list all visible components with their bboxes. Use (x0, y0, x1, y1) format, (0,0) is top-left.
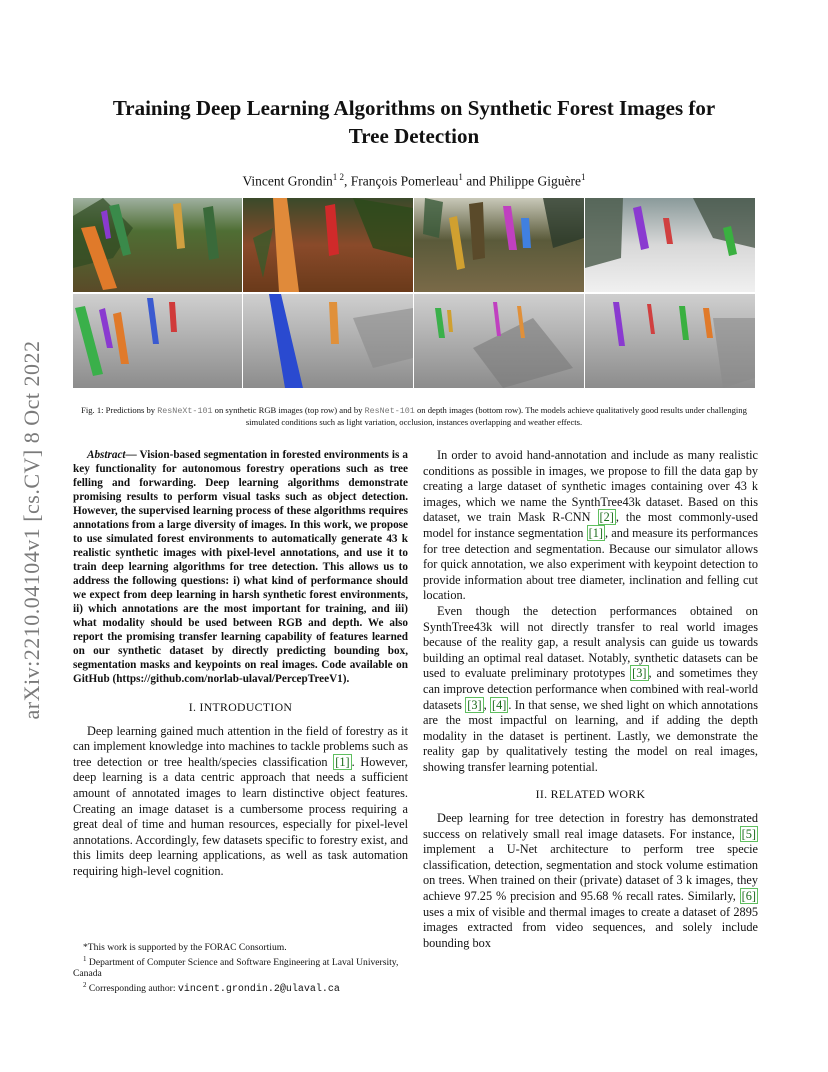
footnotes: *This work is supported by the FORAC Consortium. $^1$ Department of Computer Science and Software Engineering at Laval University, Canada $^2$ Corresponding author: vincent.grondin.2@ulaval.ca (73, 942, 399, 995)
intro-paragraph: Deep learning gained much attention in the field of forestry as it can implement knowledge into machines to tackle problems such as tree detection or tree health/species classification [1] . However, deep learning is a data centric approach that needs a sufficient amount of annotated images to learn distinctive object features. Creating an image dataset is a cumbersome process requiring a great deal of time and human resources, especially for pixel-level annotations. Accordingly, few datasets specific to forestry exist, and this limits deep learning applications, as well as task automation requiring high-level cognition. (73, 723, 408, 878)
figure-1-caption: Fig. 1: Predictions by ResNeXt-101 on synthetic RGB images (top row) and by ResNet-101 on depth images (bottom row). The models achieve qualitatively good results under challenging simulated conditions such as light variation, occlusion, instances overlapping and weather effects. (81, 405, 747, 427)
depth-panel-2 (243, 294, 413, 388)
paragraph-related-work: Deep learning for tree detection in forestry has demonstrated success on relatively small real image datasets. For instance, [5] implement a U-Net architecture to perform tree specie classification, detection, segmentation and stock volume estimation on trees. When trained on their (private) dataset of 3 k images, they achieve 97.25 % precision and 95.68 % recall rates. Similarly, [6] uses a mix of visible and thermal images to create a dataset of 2895 images extracted from video sequences, and solely include bounding box (423, 811, 758, 950)
citation-link[interactable]: [3] (467, 697, 482, 712)
left-column (73, 448, 408, 880)
depth-panel-3 (414, 294, 584, 388)
paper-title: Training Deep Learning Algorithms on Synthetic Forest Images for Tree Detection (112, 96, 716, 148)
rgb-panel-1 (73, 198, 242, 292)
paragraph-dataset: In order to avoid hand-annotation and include as many realistic conditions as possible in images, we propose to fill the data gap by creating a large dataset of synthetic images containing over 43 k images, which we name the SynthTree43k dataset. Based on this dataset, we train Mask R-CNN [2] , the most commonly-used model for instance segmentation [1] , and measure its performances for tree detection and segmentation. Because our simulator allows for quick annotation, we also experiment with keypoint detection to provide information about tree diameter, inclination and felling cut location. (423, 448, 759, 603)
paragraph-reality-gap: Even though the detection performances obtained on SynthTree43k will not directly transfer to real world images because of the reality gap, a result analysis can guide us towards building an optimal real dataset. Notably, synthetic datasets can be used to evaluate preliminary prototypes [3] , and sometimes they can improve detection performance when combined with real-world datasets [3] , [4] . In that sense, we shed light on which annotations are the most impactful on learning, and if adding the depth modality in the dataset is pertinent. Lastly, we demonstrate the reality gap by qualitatively testing the model on real images, showing transfer learning potential. (423, 603, 759, 774)
depth-panel-1 (73, 294, 242, 388)
section-heading-related-work: II. RELATED WORK (535, 787, 646, 802)
abstract: Abstract— Vision-based segmentation in forested environments is a key functionality for autonomous forestry operations such as tree felling and forwarding. Deep learning algorithms demonstrate promising results to perform visual tasks such as object detection. However, the supervised learning process of these algorithms requires annotations from a large diversity of images. In this work, we propose to use simulated forest environments to automatically generate 43 k realistic synthetic images with pixel-level annotations, and use it to train deep learning algorithms for tree detection. This allows us to address the following questions: i) what kind of performance should we expect from deep learning in harsh synthetic forest environments, ii) which annotations are the most important for training, and iii) what modality should be used between RGB and depth. We also report the promising transfer learning capability of features learned on our synthetic dataset by directly predicting bounding box, segmentation masks and keypoints on real images. Code available on GitHub (https://github.com/norlab-ulaval/PercepTreeV1). (73, 449, 408, 685)
citation-link[interactable]: [3] (632, 666, 647, 681)
figure-1-prediction-grid (73, 198, 755, 388)
author-list: Vincent Grondin$^{1 2}$, François Pomerleau$^1$ and Philippe Giguère$^1$ (242, 172, 586, 189)
rgb-panel-3 (414, 198, 584, 292)
rgb-panel-2 (243, 198, 413, 292)
citation-link[interactable]: [6] (741, 889, 756, 904)
rgb-panel-4 (585, 198, 755, 292)
citation-link[interactable]: [4] (491, 697, 507, 712)
depth-panel-4 (585, 294, 755, 388)
right-column (423, 448, 758, 951)
citation-link[interactable]: [2] (599, 510, 614, 525)
citation-link[interactable]: [5] (741, 826, 756, 841)
author-email[interactable]: vincent.grondin.2@ulaval.ca (177, 983, 340, 995)
citation-link[interactable]: [1] (588, 525, 603, 540)
arxiv-side-identifier: arXiv:2210.04104v1 [cs.CV] 8 Oct 2022 (19, 340, 44, 720)
section-heading-introduction: I. INTRODUCTION (188, 700, 293, 714)
citation-link[interactable]: [1] (335, 754, 350, 769)
